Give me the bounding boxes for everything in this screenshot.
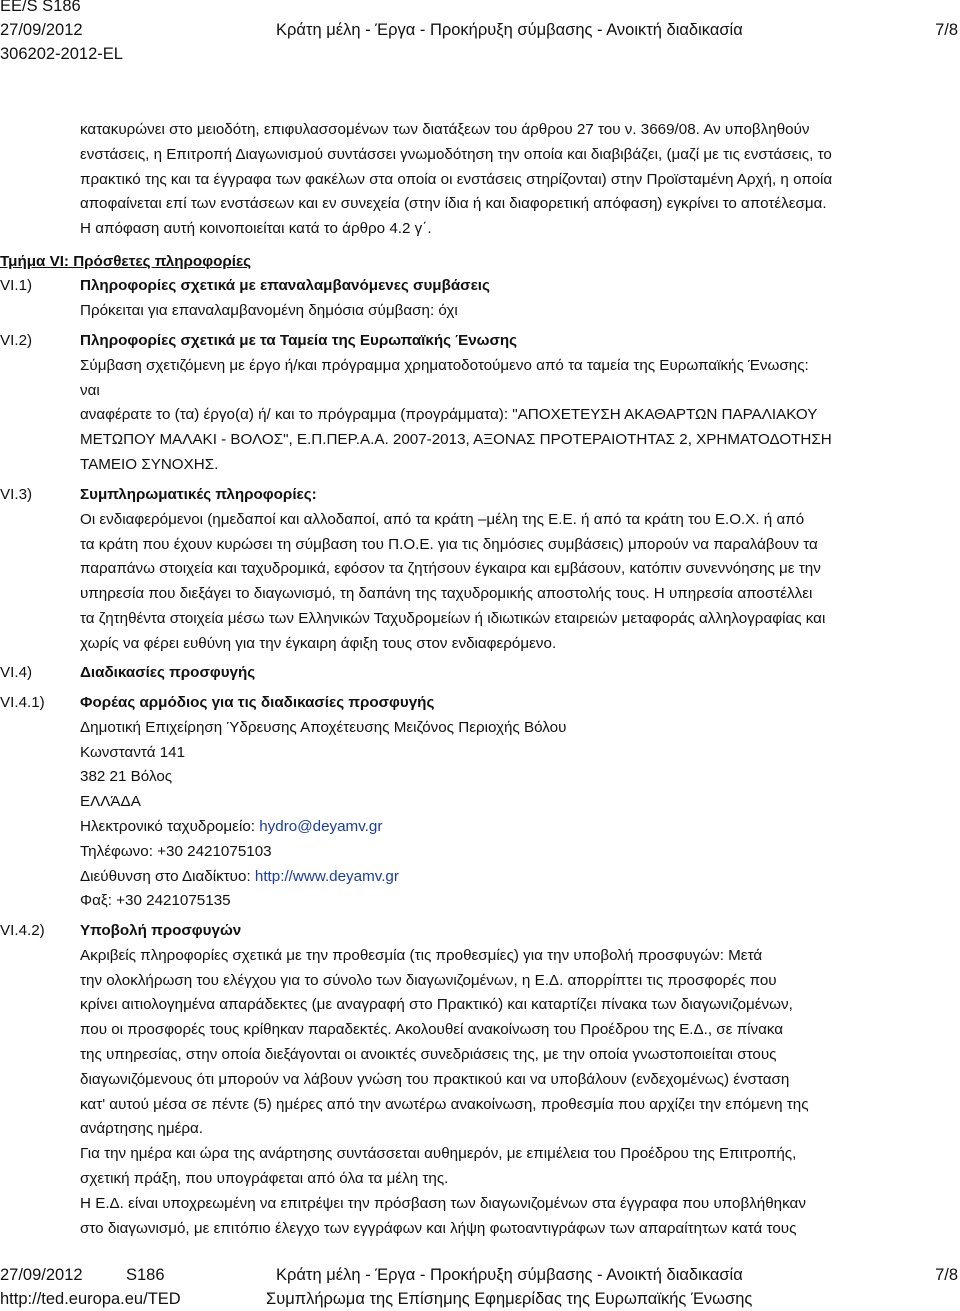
vi42-line: της υπηρεσίας, στην οποία διεξάγονται οι ανοικτές συνεδριάσεις της, με την οποία γνωστοποιείται στους xyxy=(80,1045,777,1063)
vi42-line: κρίνει αιτιολογημένα απαράδεκτες (με αναγραφή στο Πρακτικό) και καταρτίζει πίνακα των διαγωνιζομένων, xyxy=(80,996,793,1014)
vi3-heading: Συμπληρωματικές πληροφορίες: xyxy=(80,486,317,503)
section-title: Τμήμα VI: Πρόσθετες πληροφορίες xyxy=(0,253,252,270)
vi42-line: την ολοκλήρωση του ελέγχου για το σύνολο των διαγωνιζομένων, η Ε.Δ. απορρίπτει τις προσφορές που xyxy=(80,971,777,989)
vi3-line: τα κράτη που έχουν κυρώσει τη σύμβαση του Π.Ο.Ε. για τις δημόσιες συμβάσεις) μπορούν να παραλάβουν τα xyxy=(80,535,818,553)
organisation-name: Δημοτική Επιχείρηση Ύδρευσης Αποχέτευσης Μειζόνος Περιοχής Βόλου xyxy=(80,718,567,736)
vi1-block xyxy=(80,274,960,324)
vi42-line: στο διαγωνισμό, με επιτόπιο έλεγχο των εγγράφων και λήψη φωτοαντιγράφων των απαραίτητων κατά τους xyxy=(80,1219,797,1237)
email-link[interactable]: hydro@deyamv.gr xyxy=(259,817,383,835)
footer-title: Κράτη μέλη - Έργα - Προκήρυξη σύμβασης - Ανοικτή διαδικασία xyxy=(276,1266,743,1284)
vi3-line: τα ζητηθέντα στοιχεία μέσω των Ελληνικών Ταχυδρομείων ή ιδιωτικών εταιρειών μεταφοράς αλληλογραφίας και xyxy=(80,609,826,627)
footer-page-number: 7/8 xyxy=(935,1266,958,1284)
vi2-line: ΜΕΤΩΠΟΥ ΜΑΛΑΚΙ - ΒΟΛΟΣ", Ε.Π.ΠΕΡ.Α.Α. 2007-2013, ΑΞΟΝΑΣ ΠΡΟΤΕΡΑΙΟΤΗΤΑΣ 2, ΧΡΗΜΑΤΟΔΟΤΗΣΗ xyxy=(80,431,832,449)
intro-paragraph xyxy=(80,118,960,242)
intro-line: ενστάσεις, η Επιτροπή Διαγωνισμού συντάσσει γνωμοδότηση την οποία και διαβιβάζει, (μαζί με τις ενστάσεις, το xyxy=(80,145,832,163)
vi1-text: Πρόκειται για επαναλαμβανομένη δημόσια σύμβαση: όχι xyxy=(80,301,458,319)
footer-subtitle: Συμπλήρωμα της Επίσημης Εφημερίδας της Ευρωπαϊκής Ένωσης xyxy=(266,1290,753,1308)
vi42-line: ανάρτησης ημέρα. xyxy=(80,1120,203,1138)
vi3-label: VI.3) xyxy=(0,486,33,503)
vi3-line: Οι ενδιαφερόμενοι (ημεδαποί και αλλοδαποί, από τα κράτη –μέλη της Ε.Ε. ή από τα κράτη του Ε.Ο.Χ. ή από xyxy=(80,510,805,528)
intro-line: αποφαίνεται επί των ενστάσεων και εν συνεχεία (στην ίδια ή και διαφορετική απόφαση) εγκρίνει το αποτέλεσμα. xyxy=(80,195,827,213)
vi42-line: Ακριβείς πληροφορίες σχετικά με την προθεσμία (τις προθεσμίες) για την υποβολή προσφυγών: Μετά xyxy=(80,946,763,964)
vi1-heading: Πληροφορίες σχετικά με επαναλαμβανόμενες συμβάσεις xyxy=(80,277,490,294)
web-row xyxy=(80,865,960,890)
email-row xyxy=(80,815,960,840)
vi2-block xyxy=(80,329,960,478)
notice-number: 306202-2012-EL xyxy=(0,45,123,63)
vi1-label: VI.1) xyxy=(0,277,33,294)
web-link[interactable]: http://www.deyamv.gr xyxy=(254,867,399,885)
intro-line: Η απόφαση αυτή κοινοποιείται κατά το άρθρο 4.2 γ΄. xyxy=(80,220,432,238)
vi3-line: παραπάνω στοιχεία και ταχυδρομικά, εφόσον τα ζητήσουν έγκαιρα και εμβάσουν, κατόπιν συνεννόησης με την xyxy=(80,560,821,578)
vi42-line: Για την ημέρα και ώρα της ανάρτησης συντάσσεται αυθημερόν, με επιμέλεια του Προέδρου της Επιτροπής, xyxy=(80,1145,797,1163)
vi42-line: που οι προσφορές τους κρίθηκαν παραδεκτές. Ακολουθεί ανακοίνωση του Προέδρου της Ε.Δ., σε πίνακα xyxy=(80,1021,784,1039)
web-label: Διεύθυνση στο Διαδίκτυο: xyxy=(80,867,255,885)
vi42-heading: Υποβολή προσφυγών xyxy=(80,922,242,939)
vi41-label: VI.4.1) xyxy=(0,694,45,711)
vi4-block xyxy=(80,661,960,686)
header-date: 27/09/2012 xyxy=(0,21,83,39)
vi42-line: σχετική πράξη, που υπογράφεται από όλα τα μέλη της. xyxy=(80,1169,449,1187)
phone: Τηλέφωνο: +30 2421075103 xyxy=(80,842,272,860)
vi2-line: αναφέρατε το (τα) έργο(α) ή/ και το πρόγραμμα (προγράμματα): "ΑΠΟΧΕΤΕΥΣΗ ΑΚΑΘΑΡΤΩΝ ΠΑΡΑΛΙΑΚΟΥ xyxy=(80,406,818,424)
fax: Φαξ: +30 2421075135 xyxy=(80,892,231,910)
street-address: Κωνσταντά 141 xyxy=(80,743,186,761)
vi4-heading: Διαδικασίες προσφυγής xyxy=(80,664,256,681)
intro-line: κατακυρώνει στο μειοδότη, επιφυλασσομένων των διατάξεων του άρθρου 27 του ν. 3669/08. Αν υποβληθούν xyxy=(80,121,810,138)
vi42-label: VI.4.2) xyxy=(0,922,45,939)
vi2-label: VI.2) xyxy=(0,332,33,349)
city: 382 21 Βόλος xyxy=(80,768,173,786)
vi42-block xyxy=(80,919,960,1241)
vi41-heading: Φορέας αρμόδιος για τις διαδικασίες προσφυγής xyxy=(80,694,435,711)
vi2-line: ναι xyxy=(80,381,100,399)
country: ΕΛΛΆΔΑ xyxy=(80,793,141,811)
footer-url: http://ted.europa.eu/TED xyxy=(0,1290,181,1308)
vi2-heading: Πληροφορίες σχετικά με τα Ταμεία της Ευρωπαϊκής Ένωσης xyxy=(80,332,518,349)
vi3-line: υπηρεσία που διεξάγει το διαγωνισμό, τη δαπάνη της ταχυδρομικής αποστολής τους. Η υπηρεσία αποστέλλει xyxy=(80,585,813,603)
vi3-line: χωρίς να φέρει ευθύνη για την έγκαιρη άφιξη τους στον ενδιαφερόμενο. xyxy=(80,634,557,652)
header-page-number: 7/8 xyxy=(935,21,958,39)
vi41-block xyxy=(80,691,960,914)
footer-date: 27/09/2012 xyxy=(0,1266,83,1284)
doc-id: EE/S S186 xyxy=(0,0,81,15)
intro-line: πρακτικό της και τα έγγραφα των φακέλων στα οποία οι ενστάσεις στηρίζονται) στην Προϊσταμένη Αρχή, η οποία xyxy=(80,170,833,188)
vi4-label: VI.4) xyxy=(0,664,33,681)
footer-series: S186 xyxy=(126,1266,165,1284)
header-title: Κράτη μέλη - Έργα - Προκήρυξη σύμβασης - Ανοικτή διαδικασία xyxy=(276,21,743,39)
email-label: Ηλεκτρονικό ταχυδρομείο: xyxy=(80,817,260,835)
vi2-line: Σύμβαση σχετιζόμενη με έργο ή/και πρόγραμμα χρηματοδοτούμενο από τα ταμεία της Ευρωπαϊκής Ένωσης: xyxy=(80,356,809,374)
vi42-line: κατ' αυτού μέσα σε πέντε (5) ημέρες από την ανωτέρω ανακοίνωση, προθεσμία που αρχίζει την επόμενη της xyxy=(80,1095,809,1113)
vi3-block xyxy=(80,483,960,657)
vi42-line: Η Ε.Δ. είναι υποχρεωμένη να επιτρέψει την πρόσβαση των διαγωνιζομένων στα έγγραφα που υποβλήθηκαν xyxy=(80,1194,806,1212)
vi2-line: ΤΑΜΕΙΟ ΣΥΝΟΧΗΣ. xyxy=(80,455,219,473)
vi42-line: διαγωνιζόμενους ότι μπορούν να λάβουν γνώση του πρακτικού και να υποβάλουν (ενδεχομένως) ένσταση xyxy=(80,1070,790,1088)
